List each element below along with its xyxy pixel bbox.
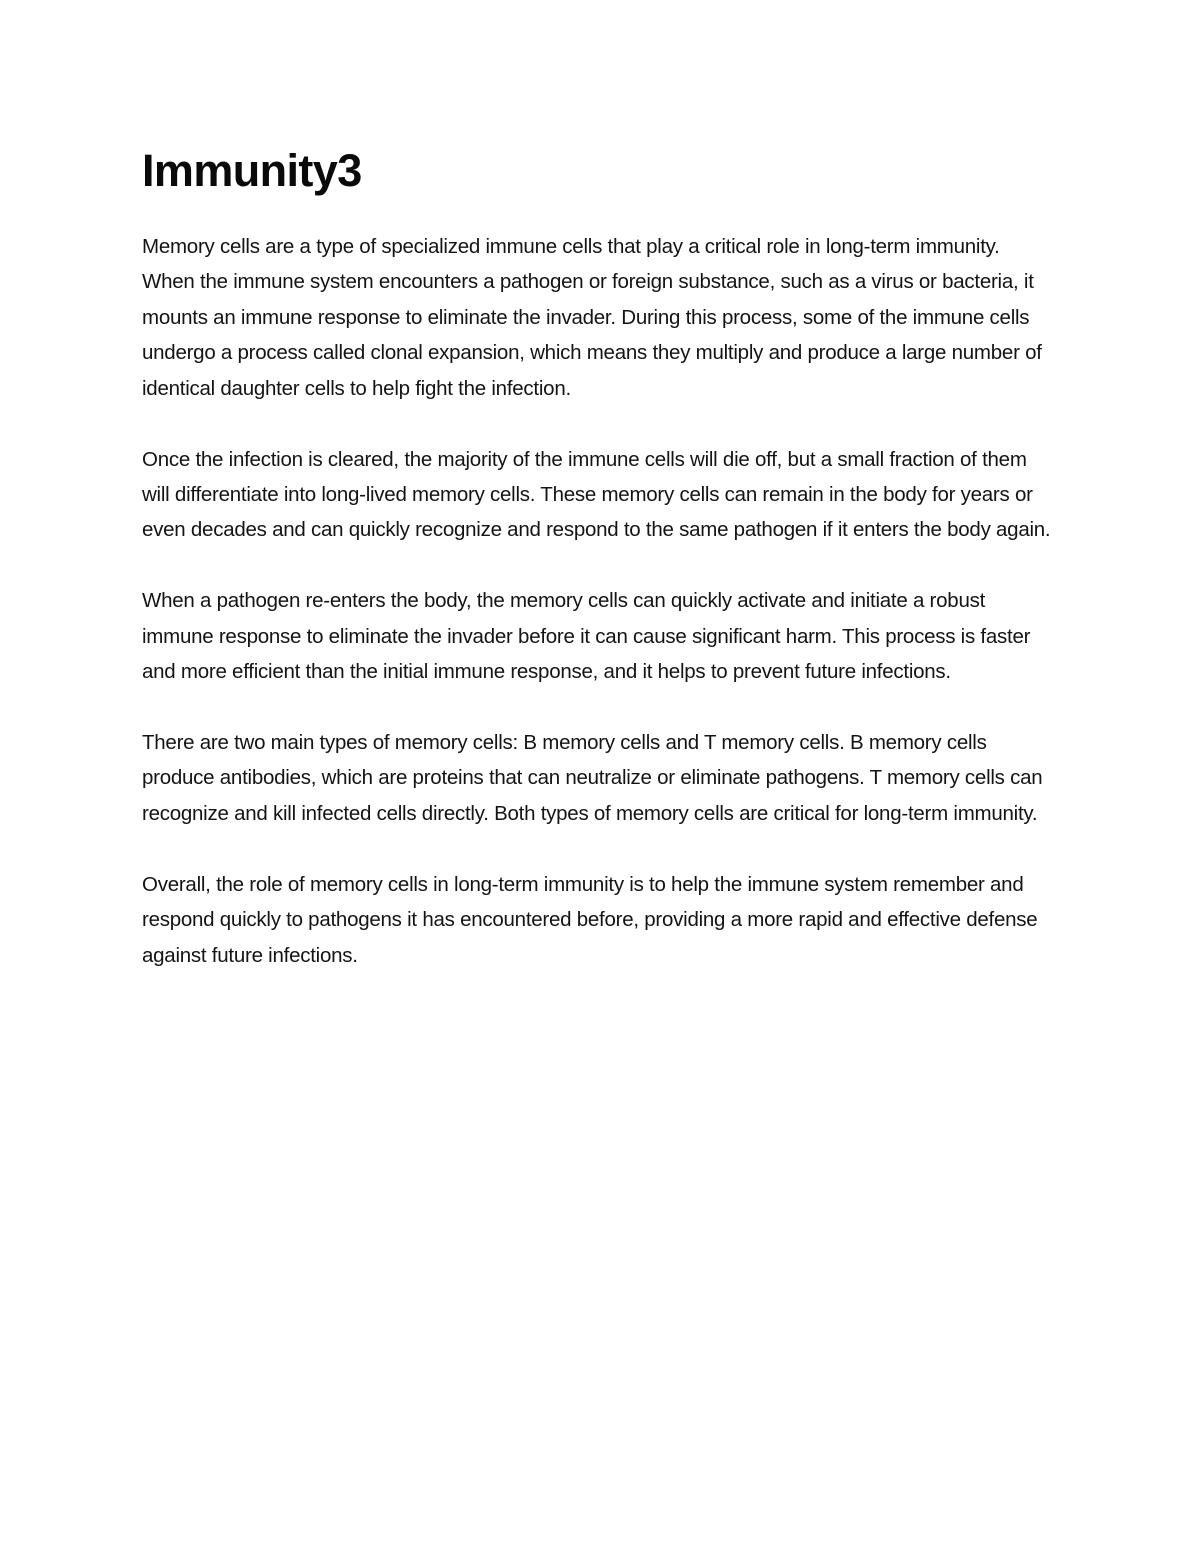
paragraph-4: There are two main types of memory cells: B memory cells and T memory cells. B memory cells produce antibodies, which are proteins that can neutralize or eliminate pathogens. T memory cells can recognize and kill infected cells directly. Both types of memory cells are critical for long-term immunity. [142, 730, 1043, 825]
document-title: Immunity3 [142, 145, 362, 196]
paragraph-3: When a pathogen re-enters the body, the memory cells can quickly activate and initiate a robust immune response to eliminate the invader before it can cause significant harm. This process is faster and more efficient than the initial immune response, and it helps to prevent future infections. [142, 589, 1031, 684]
paragraph-2: Once the infection is cleared, the majority of the immune cells will die off, but a small fraction of them will differentiate into long-lived memory cells. These memory cells can remain in the body for years or even decades and can quickly recognize and respond to the same pathogen if it enters the body again. [142, 447, 1051, 542]
document-page [142, 140, 1057, 1008]
paragraph-5: Overall, the role of memory cells in long-term immunity is to help the immune system remember and respond quickly to pathogens it has encountered before, providing a more rapid and effective defense against future infections. [142, 872, 1038, 967]
document-body [142, 229, 1057, 973]
paragraph-1: Memory cells are a type of specialized immune cells that play a critical role in long-term immunity. When the immune system encounters a pathogen or foreign substance, such as a virus or bacteria, it mounts an immune response to eliminate the invader. During this process, some of the immune cells undergo a process called clonal expansion, which means they multiply and produce a large number of identical daughter cells to help fight the infection. [142, 235, 1042, 400]
